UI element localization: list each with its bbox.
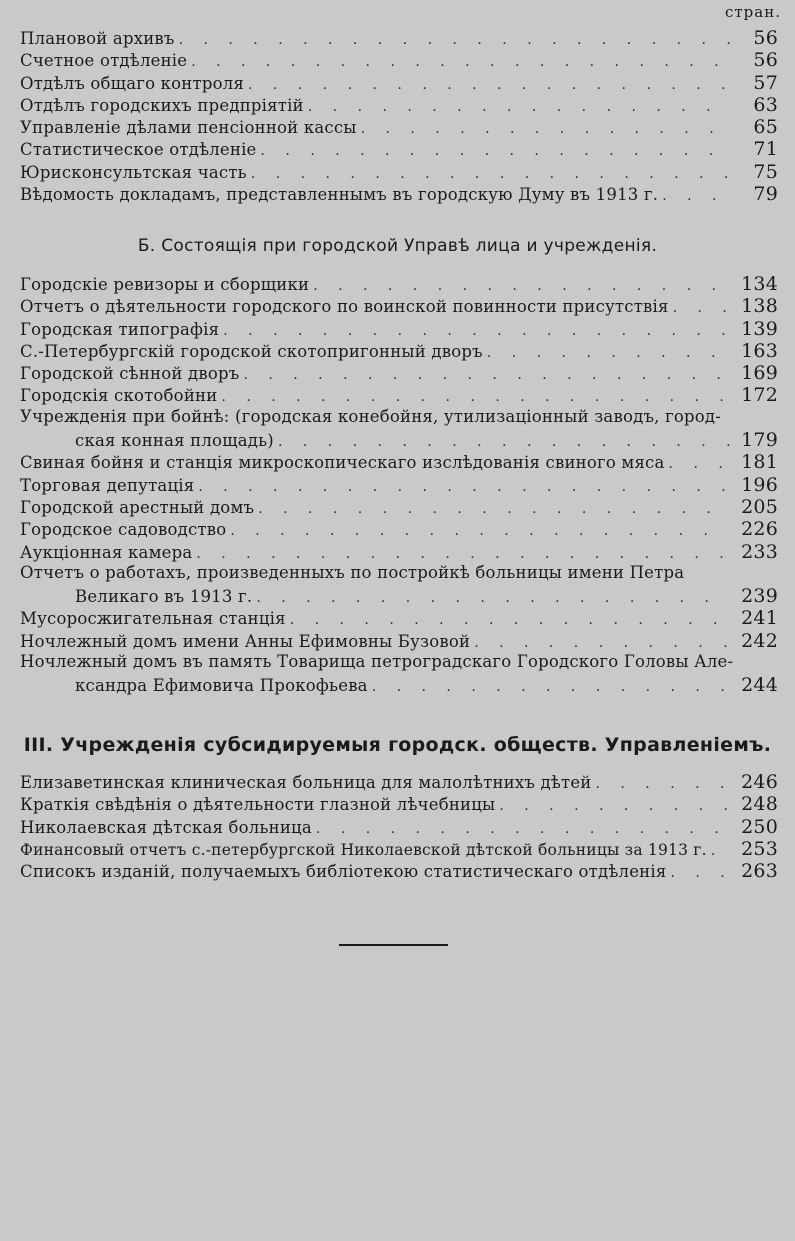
toc-entry-title: Мусоросжигательная станція [20,609,286,629]
dot-leader [313,278,730,294]
dot-leader [191,54,730,70]
dot-leader [662,188,730,204]
toc-entry-title: Свиная бойня и станція микроскопическаго изслѣдованія свиного мяса [20,453,665,473]
toc-entry-page: 139 [741,317,778,340]
dot-leader [196,546,730,562]
dot-leader [198,479,730,495]
dot-leader [474,635,730,651]
dot-leader [261,143,730,159]
toc-entry [20,585,778,607]
toc-entry-title: Управленіе дѣлами пенсіонной кассы [20,118,357,138]
toc-entry [20,541,778,563]
toc-entry [20,116,778,138]
toc-entry [20,816,778,838]
toc-entry [20,295,778,317]
toc-entry-page: 71 [753,138,778,161]
toc-entry-page: 138 [741,295,778,318]
toc-entry-title: Городская типографія [20,319,220,339]
toc-entry-page: 205 [741,495,778,518]
toc-entry-page: 134 [741,273,778,295]
toc-entry-page: 56 [753,27,778,49]
toc-entry-continuation: Великаго въ 1913 г. [75,587,253,607]
closing-rule [339,944,448,946]
section-b-list [20,273,778,697]
dot-leader [221,389,730,405]
toc-entry [20,340,778,362]
toc-entry-first-line [20,407,778,429]
toc-entry-continuation: ксандра Ефимовича Прокофьева [75,676,368,696]
toc-entry [20,607,778,629]
toc-entry-title: Краткія свѣдѣнія о дѣятельности глазной лѣчебницы [20,795,496,815]
toc-entry-page: 56 [753,49,778,72]
toc-entry-continuation: ская конная площадь) [75,431,274,451]
toc-entry-title: Елизаветинская клиническая больница для малолѣтнихъ дѣтей [20,773,592,792]
toc-entry [20,161,778,183]
section-c-heading: III. Учрежденія субсидируемыя городск. обществ. Управленіемъ. [23,734,772,756]
toc-entry-title: Городское садоводство [20,520,227,540]
toc-entry-page: 242 [741,629,778,652]
toc-entry-page: 250 [741,815,778,838]
toc-entry [20,630,778,652]
dot-leader [316,821,730,837]
toc-entry-page: 253 [741,837,778,860]
toc-entry-title: Отдѣлъ городскихъ предпріятій [20,95,304,115]
toc-entry [20,838,778,860]
toc-entry-first-line [20,563,778,585]
toc-entry-page: 246 [741,771,778,793]
toc-entry-title: Городскія скотобойни [20,386,218,406]
dot-leader [499,798,730,814]
dot-leader [308,99,730,115]
dot-leader [361,121,730,137]
dot-leader [673,300,730,316]
toc-entry-title: Николаевская дѣтская больница [20,817,312,837]
toc-entry [20,138,778,160]
toc-entry-page: 226 [741,518,778,541]
toc-entry-first-line [20,652,778,674]
toc-entry-page: 179 [741,429,778,452]
toc-entry [20,518,778,540]
dot-leader [290,612,730,628]
toc-entry [20,771,778,793]
toc-entry [20,429,778,451]
toc-entry-page: 75 [753,160,778,183]
dot-leader [372,679,730,695]
toc-entry-title: Учрежденія при бойнѣ: (городская конебойня, утилизаціонный заводъ, город- [20,406,722,426]
toc-entry [20,474,778,496]
dot-leader [223,323,730,339]
toc-entry-title: Ночлежный домъ въ память Товарища петроградскаго Городского Головы Але- [20,652,734,672]
dot-leader [248,77,730,93]
toc-entry-page: 65 [753,116,778,139]
section-c-list [20,771,778,882]
toc-entry [20,318,778,340]
toc-entry [20,793,778,815]
toc-entry-title: Отчетъ о работахъ, произведенныхъ по постройкѣ больницы имени Петра [20,562,685,582]
toc-entry [20,674,778,696]
toc-entry-title: Финансовый отчетъ с.-петербургской Николаевской дѣтской больницы за 1913 г. [20,840,707,859]
toc-entry-page: 263 [741,860,778,883]
dot-leader [596,776,731,792]
toc-entry-page: 244 [741,674,778,697]
toc-entry-title: Списокъ изданій, получаемыхъ библіотекою статистическаго отдѣленія [20,862,667,882]
toc-entry-title: Юрисконсультская часть [20,162,247,182]
toc-entry-page: 163 [741,339,778,362]
dot-leader [278,434,730,450]
dot-leader [487,345,730,361]
toc-entry [20,183,778,205]
toc-entry [20,273,778,295]
toc-entry-page: 172 [741,384,778,407]
toc-entry-title: Статистическое отдѣленіе [20,140,257,160]
toc-entry-title: Городской сѣнной дворъ [20,364,240,384]
toc-entry-title: С.-Петербургскій городской скотопригонный дворъ [20,341,483,361]
toc-entry [20,362,778,384]
page-column-header: стран. [724,3,781,21]
toc-entry-page: 196 [741,473,778,496]
toc-entry [20,49,778,71]
toc-entry [20,451,778,473]
toc-entry-page: 57 [753,71,778,94]
toc-entry [20,27,778,49]
dot-leader [670,865,730,881]
dot-leader [251,166,730,182]
dot-leader [243,367,730,383]
dot-leader [669,456,730,472]
dot-leader [230,523,730,539]
dot-leader [179,32,730,48]
toc-entry-title: Отдѣлъ общаго контроля [20,73,245,93]
toc-entry [20,72,778,94]
toc-entry-title: Ночлежный домъ имени Анны Ефимовны Бузовой [20,631,471,651]
toc-entry-page: 248 [741,793,778,816]
dot-leader [711,843,730,859]
toc-entry-title: Аукціонная камера [20,542,193,562]
toc-entry-page: 239 [741,585,778,608]
toc-entry-page: 241 [741,607,778,630]
toc-entry-title: Торговая депутація [20,475,195,495]
toc-entry [20,496,778,518]
toc-entry-title: Плановой архивъ [20,29,175,48]
toc-entry-title: Городской арестный домъ [20,497,255,517]
toc-entry [20,94,778,116]
toc-entry-page: 169 [741,362,778,385]
toc-entry-title: Вѣдомость докладамъ, представленнымъ въ городскую Думу въ 1913 г. [20,185,659,205]
toc-entry-page: 79 [753,183,778,206]
toc-entry-page: 233 [741,540,778,563]
toc-entry [20,860,778,882]
toc-entry-title: Отчетъ о дѣятельности городского по воинской повинности присутствія [20,297,669,317]
toc-entry-title: Городскіе ревизоры и сборщики [20,275,310,294]
toc-entry-page: 63 [753,93,778,116]
section-b-heading: Б. Состоящія при городской Управѣ лица и учрежденія. [137,236,658,256]
dot-leader [258,501,730,517]
section-a-list [20,27,778,205]
toc-entry-page: 181 [741,451,778,474]
toc-entry-title: Счетное отдѣленіе [20,51,188,71]
dot-leader [256,590,730,606]
toc-entry [20,384,778,406]
